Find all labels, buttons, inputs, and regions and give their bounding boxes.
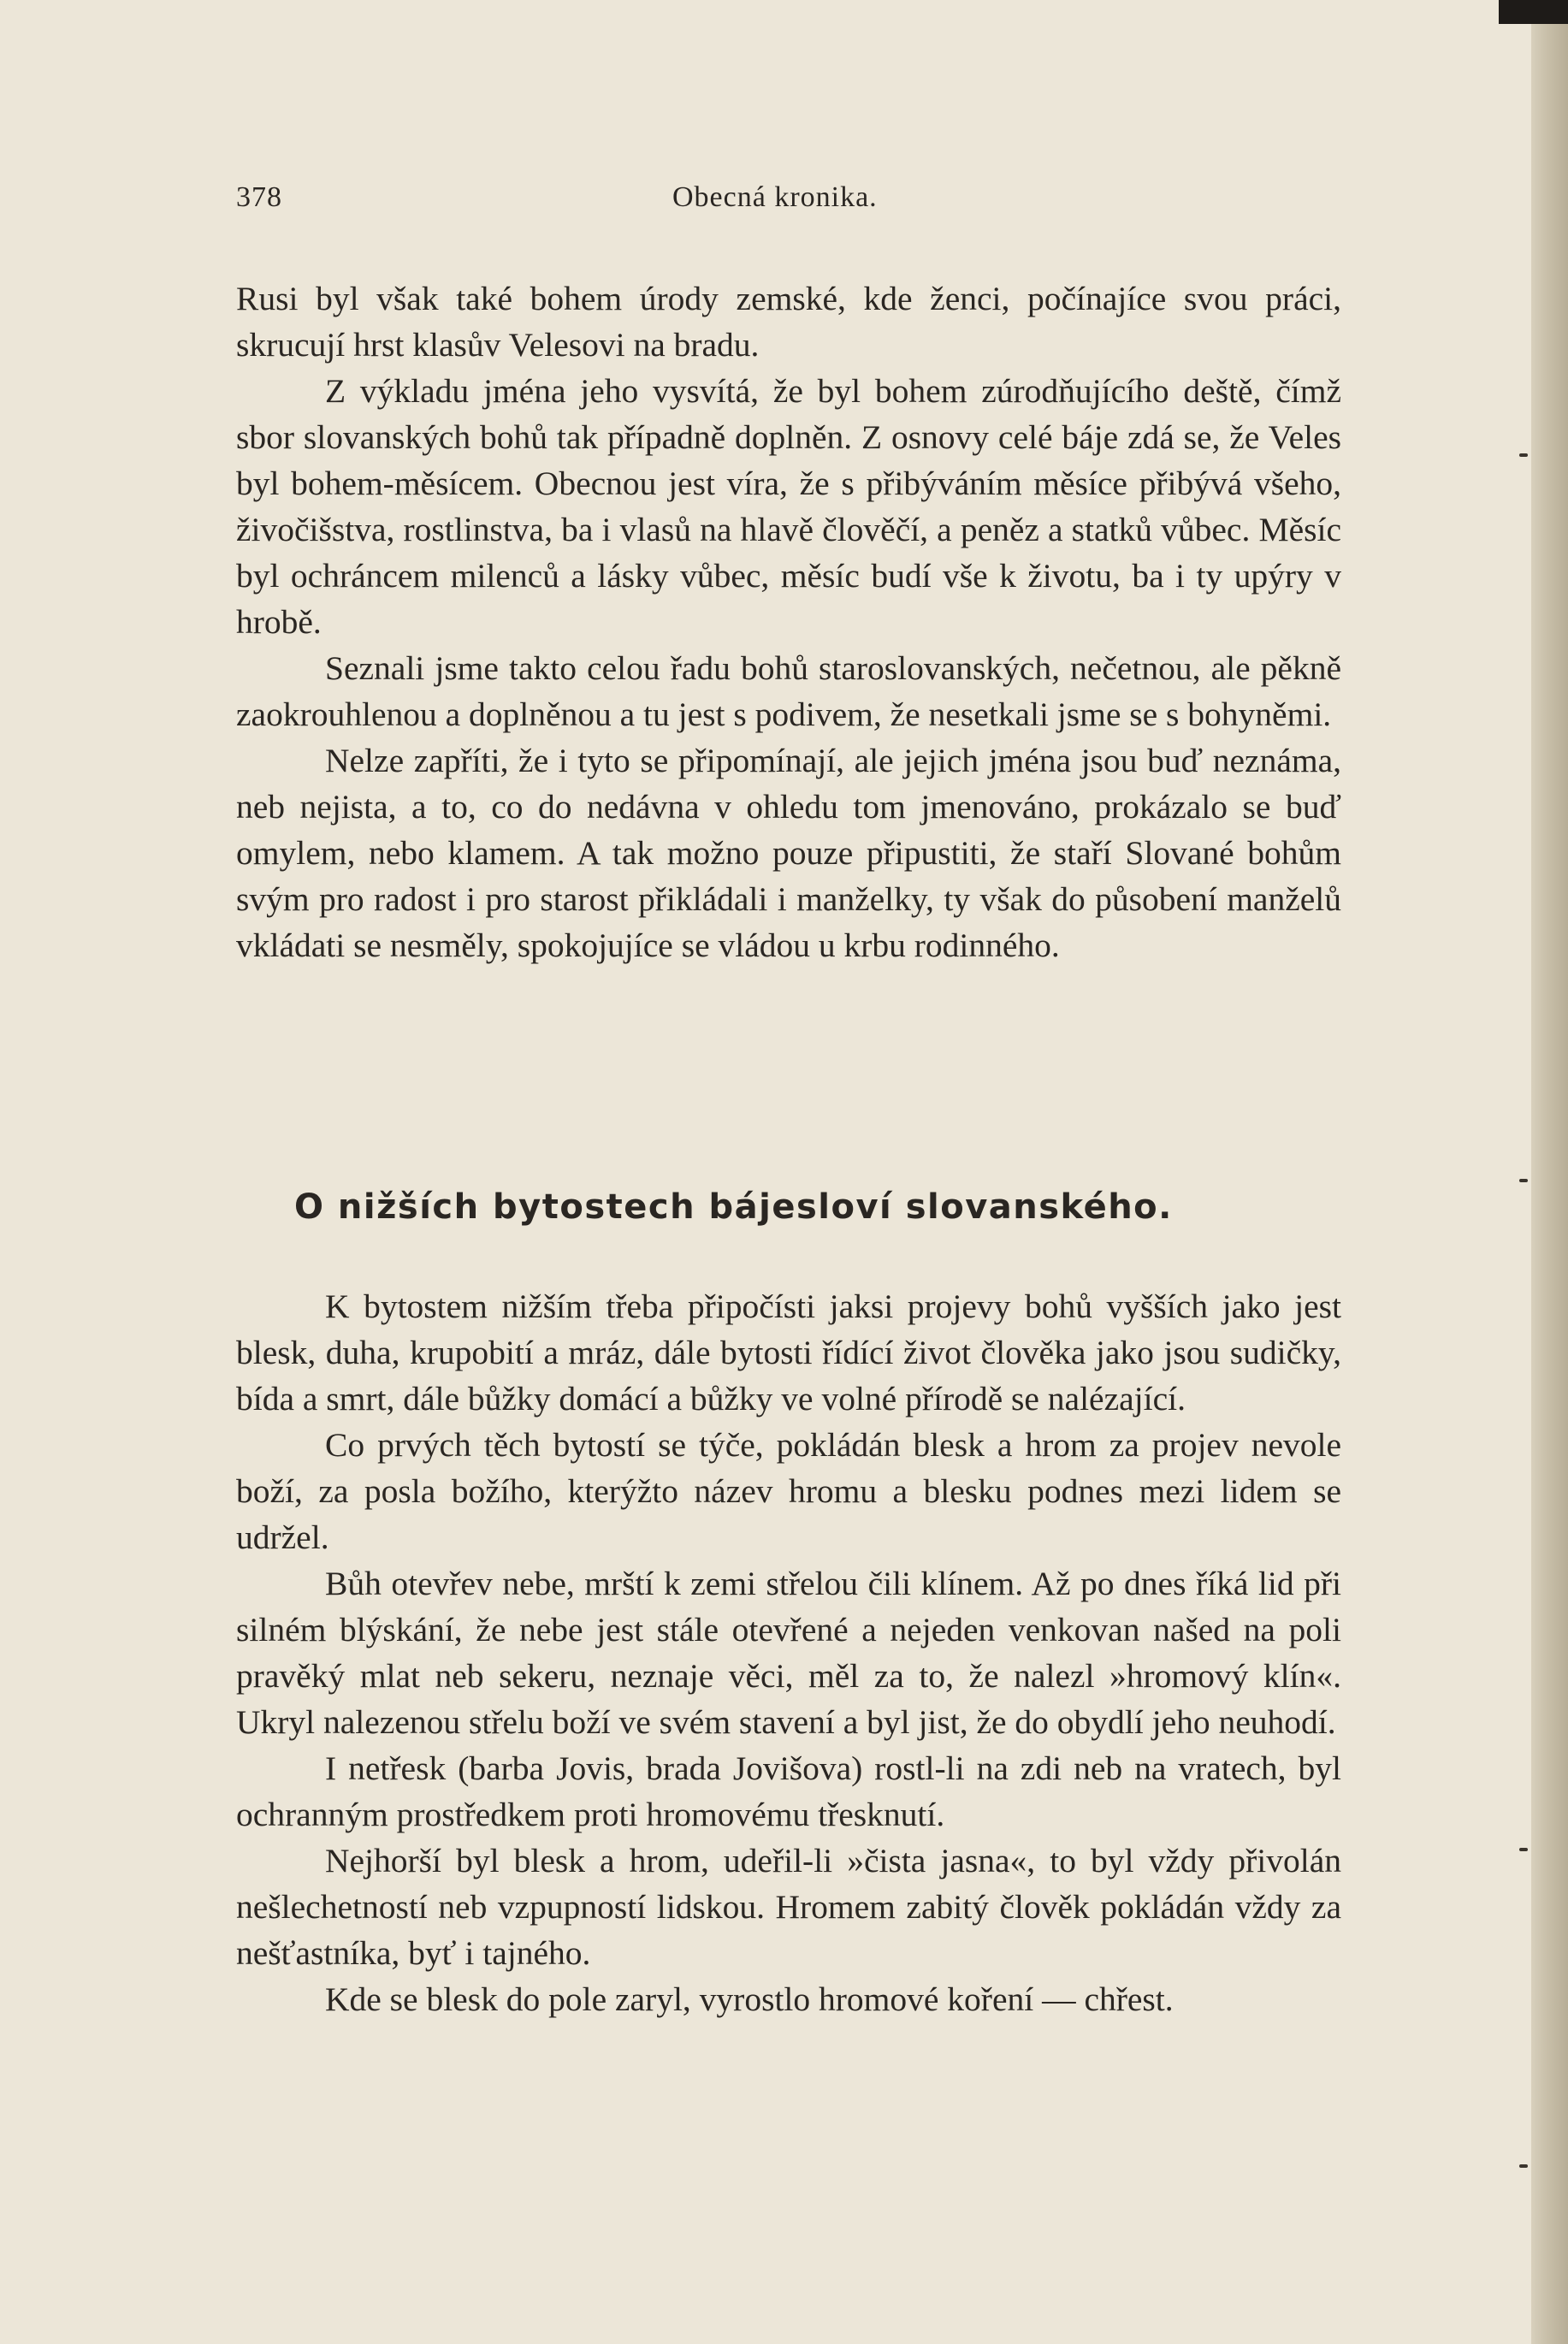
- paragraph: Z výkladu jména jeho vysvítá, že byl bohem zúrodňujícího deště, čímž sbor slovanských bohů tak případně doplněn. Z osnovy celé báje zdá se, že Veles byl bohem-měsícem. Obecnou jest víra, že s přibýváním měsíce přibývá všeho, živočišstva, rostlinstva, ba i vlasů na hlavě člověčí, a peněz a statků vůbec. Měsíc byl ochráncem milenců a lásky vůbec, měsíc budí vše k životu, ba i ty upýry v hrobě.: [236, 372, 1341, 641]
- running-title: Obecná kronika.: [672, 181, 878, 213]
- edge-mark: [1519, 2164, 1528, 2168]
- edge-mark: [1519, 453, 1528, 457]
- page-edge: [1531, 0, 1568, 2344]
- text-block-before-heading: [236, 275, 1341, 968]
- text-block-after-heading: [236, 1283, 1341, 2022]
- page-header: [236, 181, 1341, 226]
- section-heading: O nižších bytostech bájesloví slovanského.: [294, 1187, 1173, 1227]
- paragraph: Nelze zapříti, že i tyto se připomínají, ale jejich jména jsou buď neznáma, neb nejista, a to, co do nedávna v ohledu tom jmenováno, prokázalo se buď omylem, nebo klamem. A tak možno pouze připustiti, že staří Slované bohům svým pro radost i pro starost přikládali i manželky, ty však do působení manželů vkládati se nesměly, spokojujíce se vládou u krbu rodinného.: [236, 742, 1341, 964]
- paragraph: I netřesk (barba Jovis, brada Jovišova) rostl-li na zdi neb na vratech, byl ochranným prostředkem proti hromovému třesknutí.: [236, 1749, 1341, 1833]
- paragraph: Rusi byl však také bohem úrody zemské, kde ženci, počínajíce svou práci, skrucují hrst klasův Velesovi na bradu.: [236, 280, 1341, 364]
- page-number: 378: [236, 181, 282, 213]
- edge-mark: [1519, 1179, 1528, 1182]
- paragraph: Kde se blesk do pole zaryl, vyrostlo hromové koření — chřest.: [325, 1980, 1174, 2018]
- paragraph: K bytostem nižším třeba připočísti jaksi projevy bohů vyšších jako jest blesk, duha, krupobití a mráz, dále bytosti řídící život člověka jako jsou sudičky, bída a smrt, dále bůžky domácí a bůžky ve volné přírodě se nalézající.: [236, 1287, 1341, 1418]
- paragraph: Nejhorší byl blesk a hrom, udeřil-li »čista jasna«, to byl vždy přivolán nešlechetností neb vzpupností lidskou. Hromem zabitý člověk pokládán vždy za nešťastníka, byť i tajného.: [236, 1842, 1341, 1972]
- scan-border: [1499, 0, 1568, 24]
- paragraph: Bůh otevřev nebe, mrští k zemi střelou čili klínem. Až po dnes říká lid při silném blýskání, že nebe jest stále otevřené a nejeden venkovan našed na poli pravěký mlat neb sekeru, neznaje věci, měl za to, že nalezl »hromový klín«. Ukryl nalezenou střelu boží ve svém stavení a byl jist, že do obydlí jeho neuhodí.: [236, 1565, 1341, 1741]
- paragraph: Seznali jsme takto celou řadu bohů staroslovanských, nečetnou, ale pěkně zaokrouhlenou a doplněnou a tu jest s podivem, že nesetkali jsme se s bohyněmi.: [236, 649, 1341, 733]
- edge-mark: [1519, 1848, 1528, 1851]
- paragraph: Co prvých těch bytostí se týče, pokládán blesk a hrom za projev nevole boží, za posla božího, kterýžto název hromu a blesku podnes mezi lidem se udržel.: [236, 1426, 1341, 1556]
